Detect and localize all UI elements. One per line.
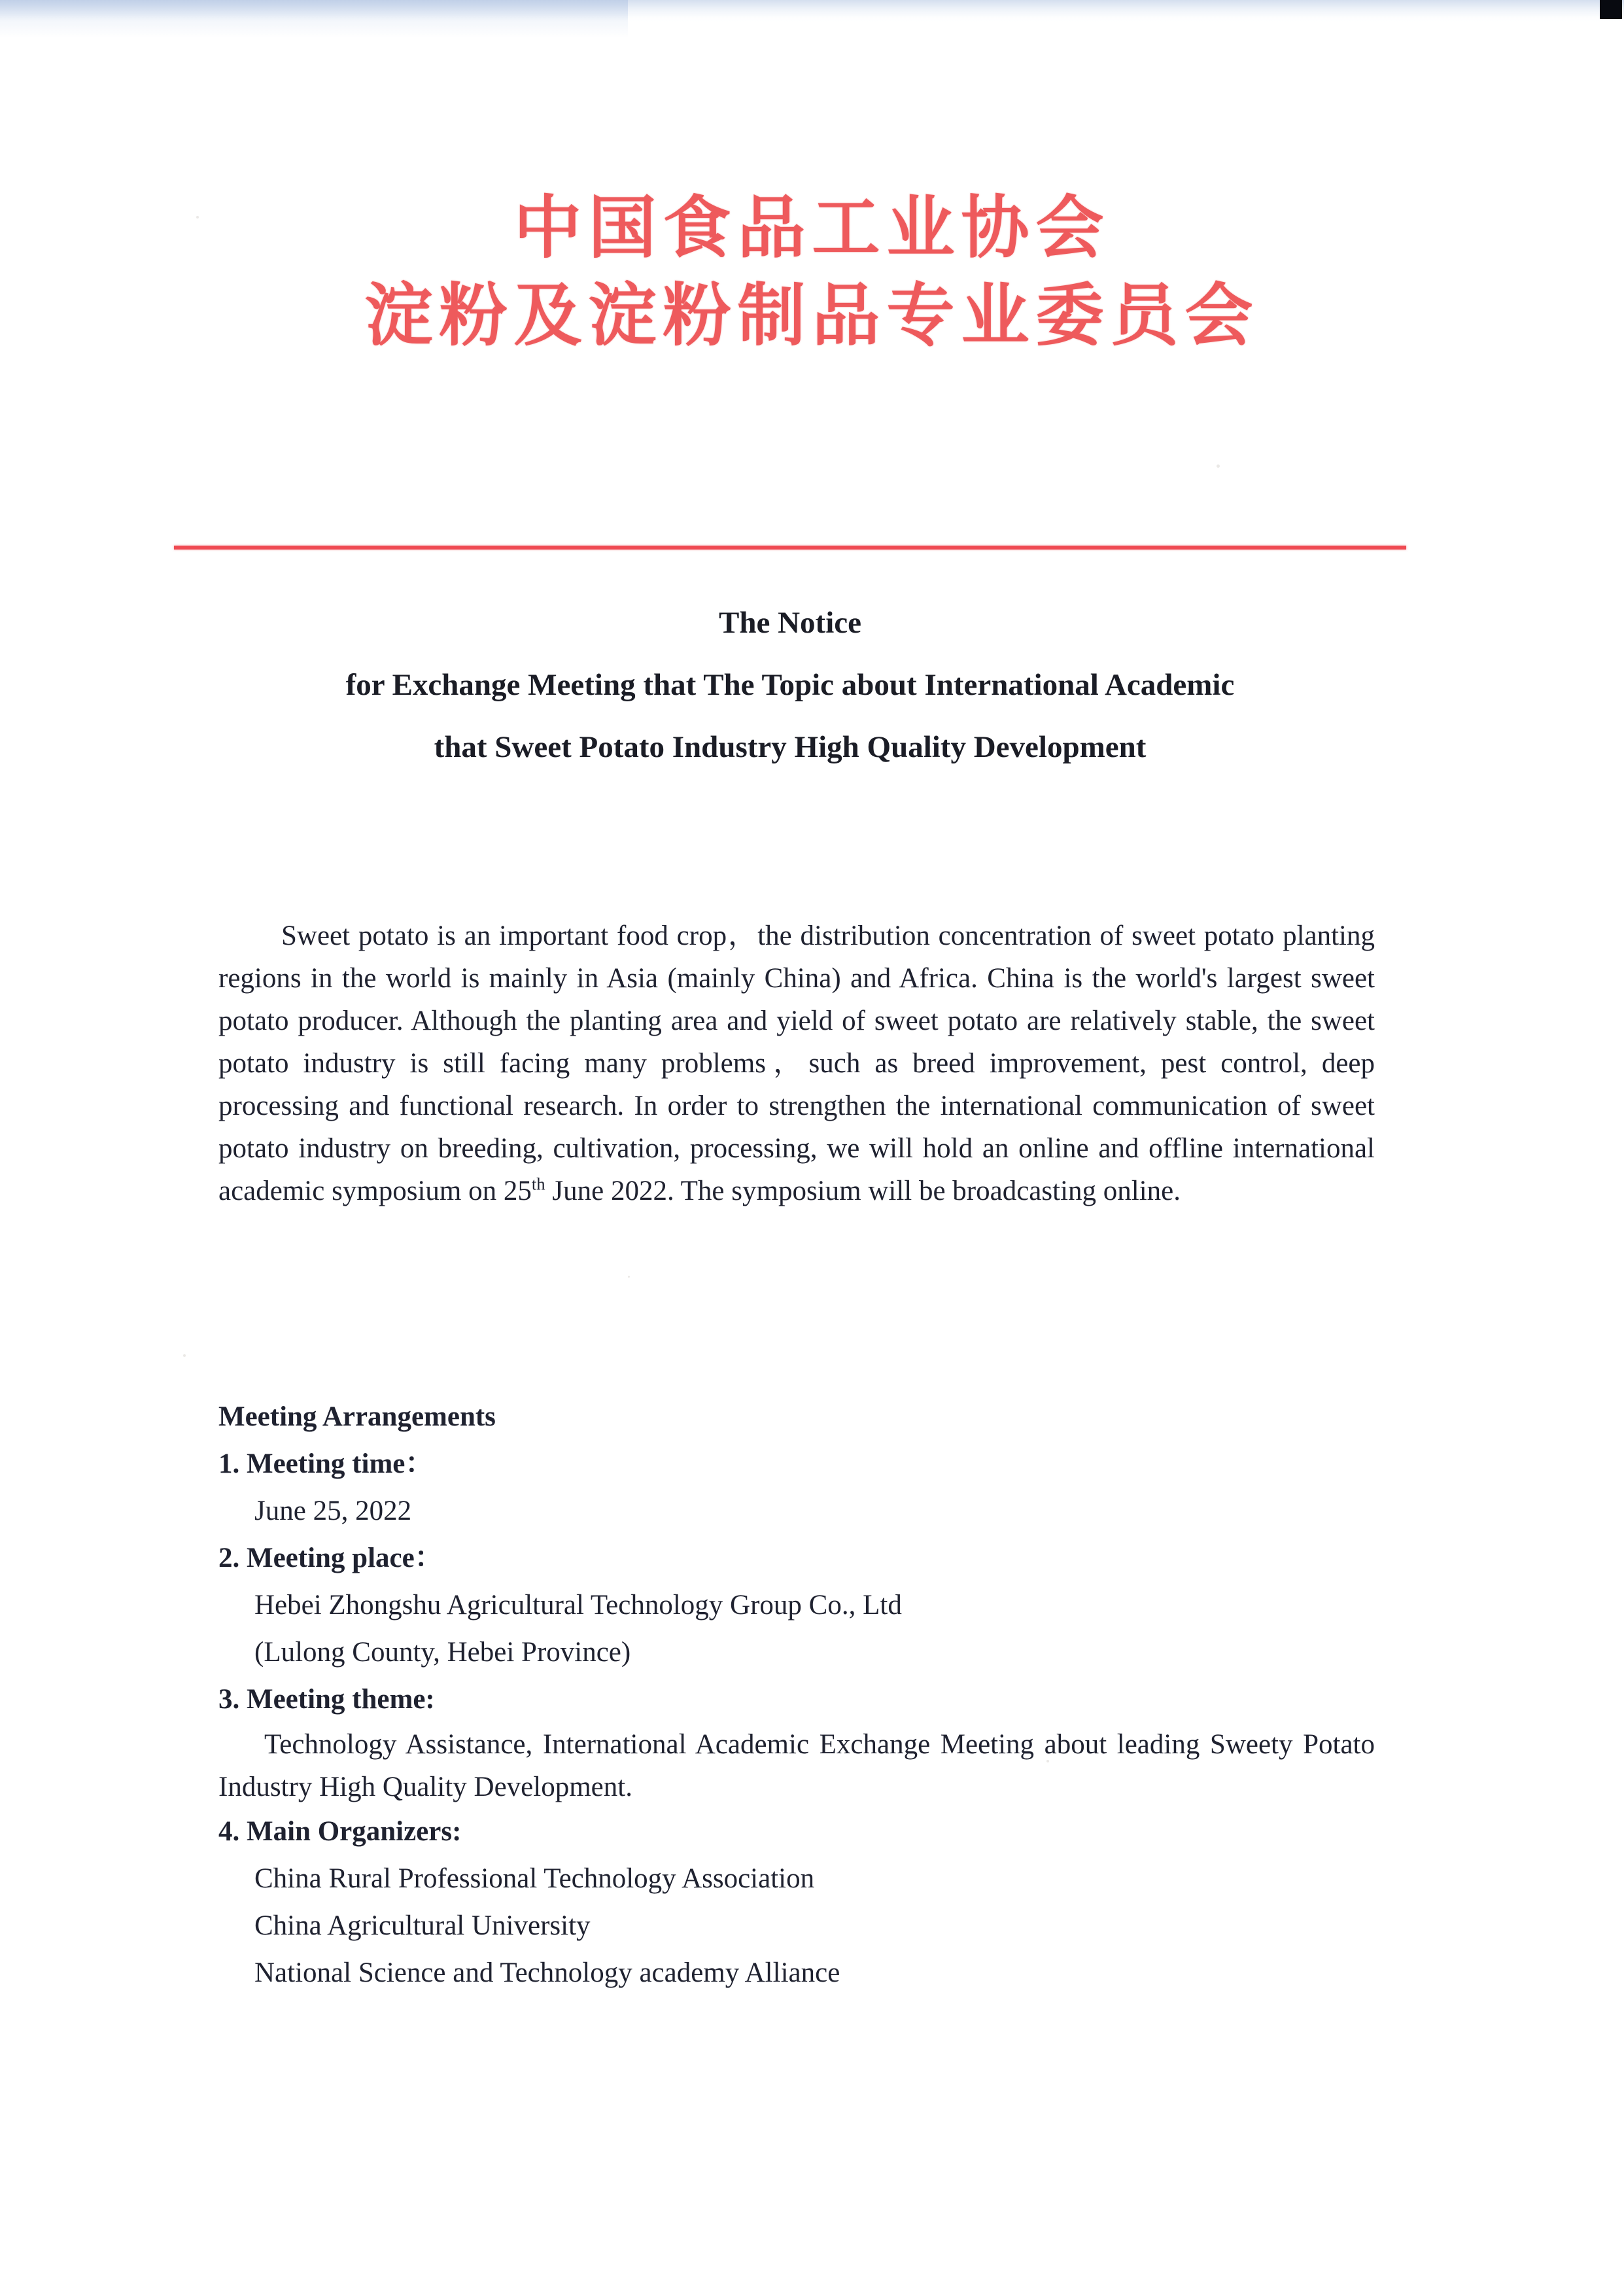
letterhead-org-line-2: 淀粉及淀粉制品专业委员会 (364, 275, 1260, 355)
intro-ordinal-superscript: th (531, 1174, 545, 1194)
meeting-arrangements-section (218, 1393, 1375, 1997)
arrangements-item-2-label: 2. Meeting place： (218, 1543, 443, 1573)
arrangements-item-4-label: 4. Main Organizers: (218, 1816, 462, 1847)
organizer-line-2: China Agricultural University (254, 1910, 591, 1941)
arrangements-heading: Meeting Arrangements (218, 1401, 496, 1432)
title-line-2: for Exchange Meeting that The Topic about International Academic (345, 668, 1235, 702)
title-line-1: The Notice (719, 606, 861, 640)
meeting-theme-value: Technology Assistance, International Academic Exchange Meeting about leading Sweety Potato Industry High Quality Development. (218, 1729, 1375, 1802)
paper-speckle (1217, 464, 1220, 468)
organizer-line-3: National Science and Technology academy Alliance (254, 1957, 840, 1988)
arrangements-item-1-label: 1. Meeting time： (218, 1448, 434, 1479)
letterhead-org-line-1: 中国食品工业协会 (513, 188, 1111, 268)
letterhead-divider-rule (174, 546, 1406, 550)
organizer-line-1: China Rural Professional Technology Association (254, 1863, 815, 1894)
meeting-place-line-2: (Lulong County, Hebei Province) (254, 1637, 631, 1668)
paper-speckle (183, 1354, 186, 1357)
paper-speckle (628, 1276, 630, 1278)
intro-text-part-1: Sweet potato is an important food crop，the distribution concentration of sweet potato planting regions in the world is mainly in Asia (mainly China) and Africa. China is the world's largest sweet potato producer. Although the planting area and yield of sweet potato are relatively stable, the sweet potato industry is still facing many problems，such as breed improvement, pest control, deep processing and functional research. In order to strengthen the international communication of sweet potato industry on breeding, cultivation, processing, we will hold an online and offline international academic symposium on 25 (218, 920, 1375, 1206)
page-title (177, 592, 1404, 779)
scan-tint-overlay-secondary (0, 0, 628, 38)
letterhead (0, 188, 1624, 355)
title-line-3: that Sweet Potato Industry High Quality Development (434, 730, 1147, 764)
intro-text-part-2: June 2022. The symposium will be broadcasting online. (545, 1176, 1181, 1206)
scan-tint-overlay (0, 0, 1624, 22)
intro-paragraph (218, 915, 1375, 1212)
meeting-place-line-1: Hebei Zhongshu Agricultural Technology Group Co., Ltd (254, 1590, 902, 1621)
meeting-time-value: June 25, 2022 (254, 1496, 412, 1526)
arrangements-item-3-label: 3. Meeting theme: (218, 1684, 435, 1715)
scan-artifact-block (1600, 0, 1622, 19)
